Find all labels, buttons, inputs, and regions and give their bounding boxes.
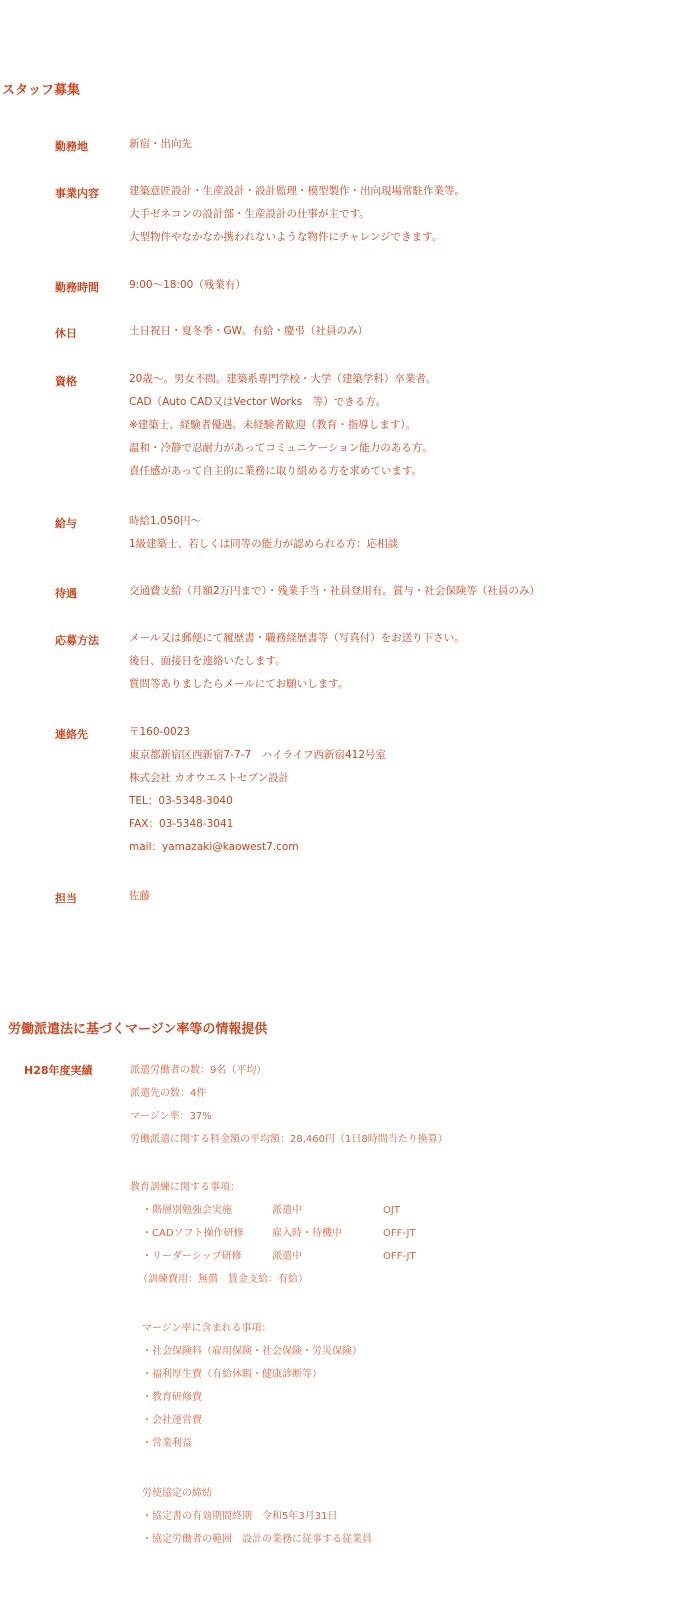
margin-head: マージン率に含まれる事項： (142, 1323, 272, 1334)
margin-item: ・教育研修費 (142, 1392, 202, 1403)
tel: TEL：03-5348-3040 (129, 795, 233, 807)
margin-item: ・社会保険料（雇用保険・社会保険・労災保険） (142, 1346, 362, 1357)
company-name: 株式会社 カオウエストセブン設計 (129, 772, 290, 784)
value-line: 大手ゼネコンの設計部・生産設計の仕事が主です。 (129, 208, 370, 220)
stat-workers: 派遣労働者の数：9名（平均） (130, 1065, 267, 1076)
margin-item: ・福利厚生費（有給休暇・健康診断等） (142, 1369, 322, 1380)
value-line: ※建築士、経験者優遇。未経験者歓迎（教育・指導します）。 (129, 419, 417, 431)
row-label: 資格 (55, 375, 77, 388)
row-value (129, 185, 465, 254)
labor-item: ・協定労働者の範囲 設計の業務に従事する従業員 (142, 1534, 372, 1545)
dispatch-stats (130, 1064, 448, 1156)
training-name: ・CADソフト操作研修 (142, 1228, 244, 1239)
row-value (129, 632, 465, 701)
value-line: 新宿・出向先 (129, 138, 192, 150)
labor-agreement-section (142, 1487, 372, 1556)
value-line: 質問等ありましたらメールにてお願いします。 (129, 678, 349, 690)
margin-item: ・会社運営費 (142, 1415, 202, 1426)
row-value (129, 325, 368, 348)
training-timing: 雇入時・待機中 (272, 1228, 342, 1239)
value-line: 9:00〜18:00（残業有） (129, 279, 246, 291)
row-label: 事業内容 (55, 187, 99, 200)
row-label: 休日 (55, 327, 77, 340)
row-value (129, 890, 150, 913)
value-line: メール又は郵便にて履歴書・職務経歴書等（写真付）をお送り下さい。 (129, 632, 465, 644)
margin-item: ・営業利益 (142, 1438, 192, 1449)
education-head: 教育訓練に関する事項： (130, 1182, 240, 1193)
value-line: 20歳〜。男女不問。建築系専門学校・大学（建築学科）卒業者。 (129, 373, 437, 385)
value-line: 温和・冷静で忍耐力があってコミュニケーション能力のある方。 (129, 442, 433, 454)
row-value (129, 373, 436, 488)
row-label: 担当 (55, 892, 77, 905)
value-line: CAD（Auto CAD又はVector Works 等）できる方。 (129, 396, 387, 408)
row-label: 連絡先 (55, 728, 88, 741)
value-line: 建築意匠設計・生産設計・設計監理・模型製作・出向現場常駐作業等。 (129, 185, 465, 197)
row-value (129, 279, 246, 302)
address: 東京都新宿区西新宿7-7-7 ハイライフ西新宿412号室 (129, 749, 387, 761)
row-label: 待遇 (55, 587, 77, 600)
stat-average-fee: 労働派遣に関する料金額の平均額：28,460円（1日8時間当たり換算） (130, 1134, 448, 1145)
year-label: H28年度実績 (24, 1064, 93, 1077)
row-value (129, 515, 398, 561)
education-section (130, 1181, 416, 1296)
row-value (129, 138, 192, 161)
training-timing: 派遣中 (272, 1251, 302, 1262)
labor-head: 労使協定の締結 (142, 1488, 212, 1499)
education-note: （訓練費用：無償 賃金支給：有給） (138, 1274, 308, 1285)
stat-margin: マージン率：37% (130, 1111, 212, 1122)
training-type: OFF-JT (383, 1228, 416, 1239)
email-link[interactable]: mail：yamazaki@kaowest7.com (129, 841, 299, 853)
value-line: 交通費支給（月額2万円まで）・残業手当・社員登用有。賞与・社会保険等（社員のみ） (129, 585, 540, 597)
value-line: 後日、面接日を連絡いたします。 (129, 655, 286, 667)
training-row (130, 1227, 416, 1250)
row-label: 勤務地 (55, 140, 88, 153)
row-label: 応募方法 (55, 634, 99, 647)
fax: FAX：03-5348-3041 (129, 818, 234, 830)
training-type: OJT (383, 1205, 400, 1216)
recruit-title: スタッフ募集 (2, 83, 81, 98)
training-timing: 派遣中 (272, 1205, 302, 1216)
training-row (130, 1204, 400, 1227)
row-value (129, 585, 540, 608)
value-line: 責任感があって自主的に業務に取り組める方を求めています。 (129, 465, 423, 477)
training-type: OFF-JT (383, 1251, 416, 1262)
value-line: 時給1,050円〜 (129, 515, 202, 527)
labor-item: ・協定書の有効期間終期 令和5年3月31日 (142, 1511, 338, 1522)
training-name: ・リーダーシップ研修 (142, 1251, 242, 1262)
row-label: 勤務時間 (55, 281, 99, 294)
postal-code: 〒160-0023 (129, 726, 191, 738)
info-title: 労働派遣法に基づくマージン率等の情報提供 (8, 1022, 268, 1037)
row-label: 給与 (55, 517, 77, 530)
stat-clients: 派遣先の数：4件 (130, 1088, 207, 1099)
value-line: 1級建築士、若しくは同等の能力が認められる方：応相談 (129, 538, 399, 550)
value-line: 土日祝日・夏冬季・GW。有給・慶弔（社員のみ） (129, 325, 369, 337)
training-row (130, 1250, 416, 1273)
value-line: 佐藤 (129, 890, 150, 902)
value-line: 大型物件やなかなか携われないような物件にチャレンジできます。 (129, 231, 443, 243)
row-value (129, 726, 386, 864)
margin-section (142, 1322, 362, 1460)
training-name: ・階層別勉強会実施 (142, 1205, 232, 1216)
